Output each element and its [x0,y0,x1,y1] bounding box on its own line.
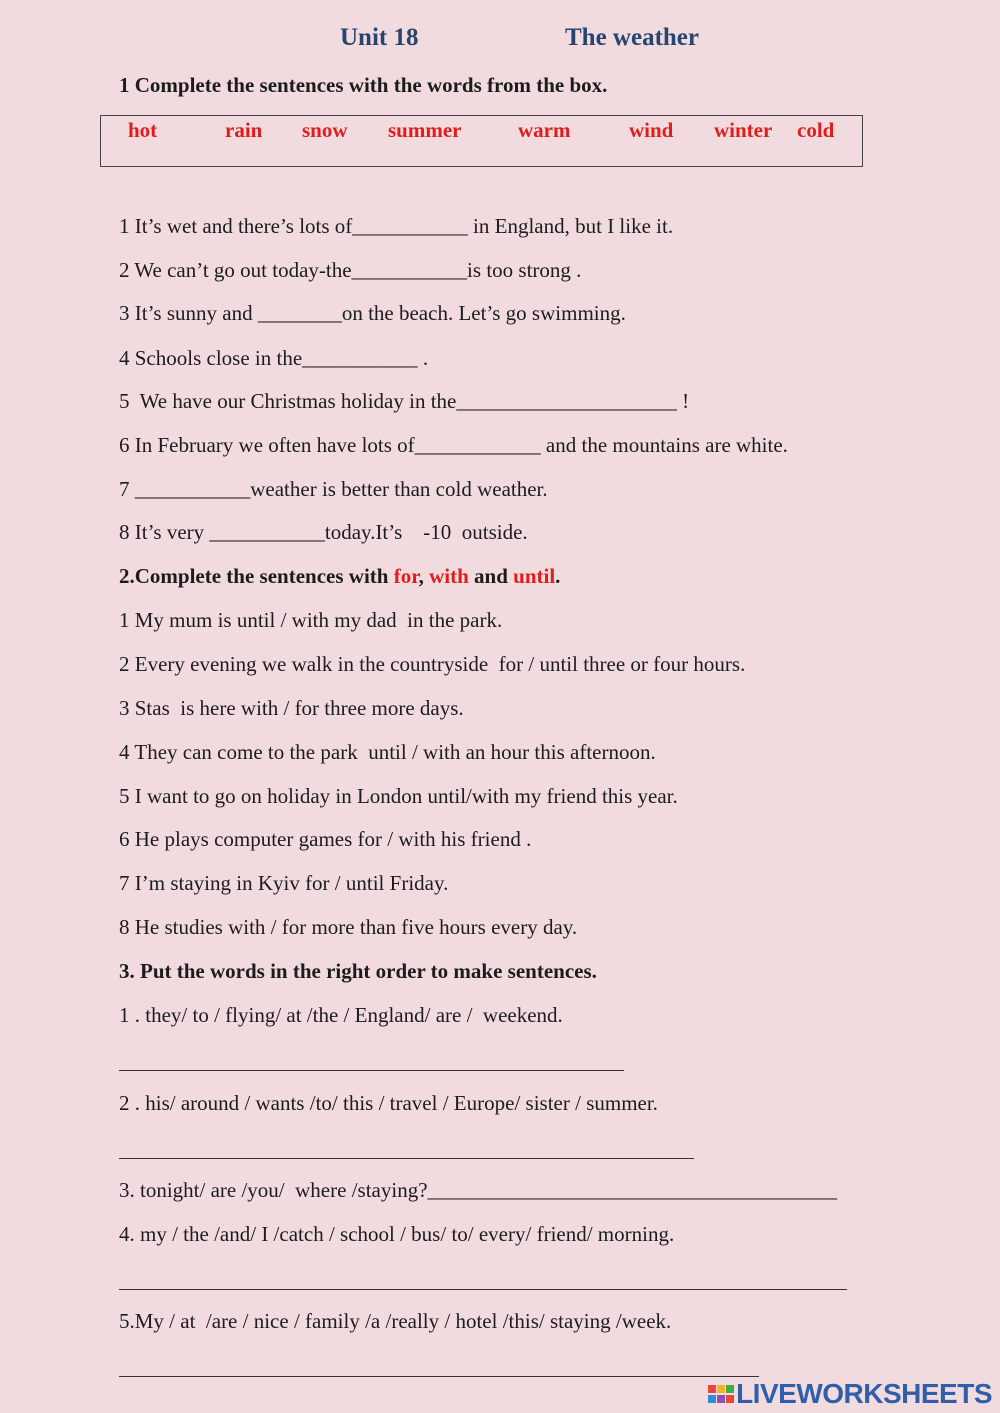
ex1-sentence: 4 Schools close in the___________ . [119,346,429,370]
ex3-heading: 3. Put the words in the right order to make sentences. [119,959,597,983]
ex2-sentence: 5 I want to go on holiday in London until/with my friend this year. [119,784,678,808]
ex3-item: 3. tonight/ are /you/ where /staying?_______________________________________ [119,1178,838,1202]
word-box-item: snow [302,118,348,142]
word-box-item: warm [518,118,571,142]
ex3-item: 4. my / the /and/ I /catch / school / bus/ to/ every/ friend/ morning. [119,1222,675,1246]
separator: , [418,564,430,588]
ex2-heading-text: 2.Complete the sentences with [119,564,394,588]
ex1-sentence: 1 It’s wet and there’s lots of___________ in England, but I like it. [119,214,674,238]
ex1-sentence: 2 We can’t go out today-the___________is too strong . [119,258,582,282]
ex3-item: 2 . his/ around / wants /to/ this / travel / Europe/ sister / summer. [119,1091,658,1115]
ex3-item: 5.My / at /are / nice / family /a /really / hotel /this/ staying /week. [119,1309,672,1333]
ex2-sentence: 4 They can come to the park until / with an hour this afternoon. [119,740,656,764]
ex1-sentence: 3 It’s sunny and ________on the beach. Let’s go swimming. [119,301,626,325]
ex1-sentence: 8 It’s very ___________today.It’s -10 outside. [119,520,528,544]
ex2-sentence: 6 He plays computer games for / with his friend . [119,827,532,851]
separator: . [555,564,561,588]
answer-line[interactable] [119,1070,624,1071]
topic-label: The weather [565,24,699,51]
keyword-with: with [429,564,469,588]
liveworksheets-logo [708,1379,992,1409]
ex2-sentence: 7 I’m staying in Kyiv for / until Friday. [119,871,449,895]
word-box-item: rain [225,118,263,142]
ex2-sentence: 2 Every evening we walk in the countryside for / until three or four hours. [119,652,746,676]
separator: and [468,564,514,588]
keyword-for: for [393,564,419,588]
ex1-sentence: 7 ___________weather is better than cold weather. [119,477,548,501]
logo-text: LIVEWORKSHEETS [736,1378,992,1409]
word-box-item: cold [797,118,835,142]
ex2-sentence: 1 My mum is until / with my dad in the park. [119,608,503,632]
word-box-item: hot [128,118,158,142]
ex1-sentence: 5 We have our Christmas holiday in the_____________________ ! [119,389,690,413]
answer-line[interactable] [119,1289,847,1290]
logo-blocks-icon [708,1381,734,1407]
answer-line[interactable] [119,1158,694,1159]
ex3-item: 1 . they/ to / flying/ at /the / England/ are / weekend. [119,1003,563,1027]
ex2-heading [119,563,560,589]
ex1-heading: 1 Complete the sentences with the words from the box. [119,73,608,97]
word-box-item: summer [388,118,462,142]
answer-line[interactable] [119,1376,759,1377]
ex1-sentence: 6 In February we often have lots of____________ and the mountains are white. [119,433,788,457]
unit-label: Unit 18 [340,24,419,51]
ex2-sentence: 3 Stas is here with / for three more days. [119,696,464,720]
word-box-item: wind [629,118,674,142]
word-box-item: winter [714,118,773,142]
ex2-sentence: 8 He studies with / for more than five hours every day. [119,915,578,939]
keyword-until: until [513,564,556,588]
